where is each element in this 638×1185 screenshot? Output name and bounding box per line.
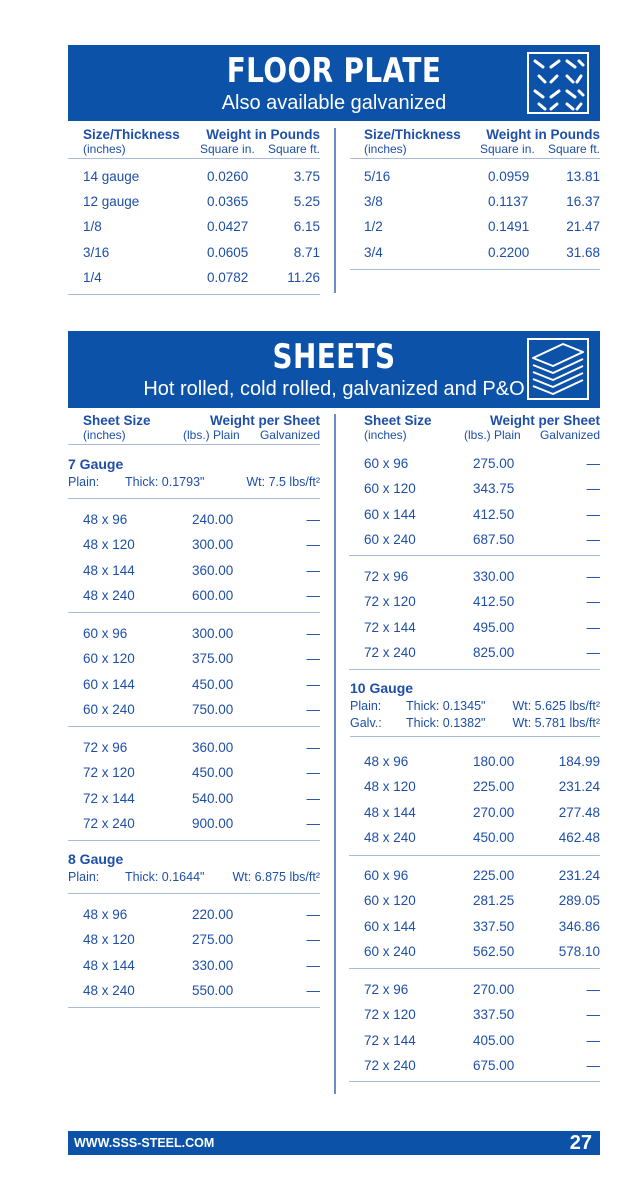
page-footer (68, 1131, 600, 1155)
gauge-10-title: 10 Gauge (350, 680, 414, 696)
gauge-8-title: 8 Gauge (68, 851, 124, 867)
table-row: 60 x 96 225.00 231.24 (364, 868, 600, 883)
floor-plate-subtitle: Also available galvanized (221, 92, 447, 114)
table-row: 48 x 120 275.00 — (83, 932, 320, 948)
table-row: 60 x 120 343.75 — (364, 481, 600, 497)
page-number: 27 (569, 1132, 592, 1154)
table-row: 1/2 0.1491 21.47 (364, 219, 600, 234)
stacked-sheets-icon (527, 338, 589, 400)
table-row: 3/4 0.2200 31.68 (364, 245, 600, 260)
floor-plate-banner (68, 45, 600, 121)
table-row: 3/8 0.1137 16.37 (364, 194, 600, 209)
table-row: 72 x 144 540.00 — (83, 790, 320, 806)
table-row: 14 gauge 0.0260 3.75 (83, 169, 320, 184)
table-row: 72 x 240 900.00 — (83, 815, 320, 831)
table-row: 48 x 144 360.00 — (83, 562, 320, 578)
table-row: 60 x 144 337.50 346.86 (364, 918, 600, 934)
table-row: 1/4 0.0782 11.26 (83, 270, 320, 285)
table-row: 60 x 96 275.00 — (364, 456, 600, 471)
table-row: 72 x 144 405.00 — (364, 1032, 600, 1048)
sheets-title: SHEETS (272, 337, 396, 377)
table-row: 1/8 0.0427 6.15 (83, 219, 320, 234)
table-row: 48 x 144 330.00 — (83, 957, 320, 973)
floor-plate-title: FLOOR PLATE (226, 51, 442, 91)
table-row: 48 x 240 600.00 — (83, 587, 320, 603)
table-row: 5/16 0.0959 13.81 (364, 169, 600, 184)
table-row: 48 x 96 240.00 — (83, 512, 320, 527)
table-row: 60 x 120 281.25 289.05 (364, 893, 600, 909)
table-row: 60 x 144 450.00 — (83, 676, 320, 692)
table-row: 48 x 144 270.00 277.48 (364, 804, 600, 820)
table-row: 48 x 96 220.00 — (83, 907, 320, 922)
table-row: 60 x 144 412.50 — (364, 506, 600, 522)
sheets-banner (68, 331, 600, 408)
table-row: 72 x 120 412.50 — (364, 594, 600, 610)
table-row: 60 x 240 687.50 — (364, 531, 600, 547)
table-row: 48 x 96 180.00 184.99 (364, 754, 600, 769)
table-row: 72 x 96 360.00 — (83, 740, 320, 755)
table-row: 60 x 240 562.50 578.10 (364, 943, 600, 959)
table-row: 48 x 120 300.00 — (83, 537, 320, 553)
table-row: 48 x 240 450.00 462.48 (364, 829, 600, 845)
gauge-7-title: 7 Gauge (68, 456, 124, 472)
table-row: 72 x 96 270.00 — (364, 982, 600, 997)
website-url[interactable]: WWW.SSS-STEEL.COM (74, 1136, 215, 1150)
table-row: 60 x 240 750.00 — (83, 701, 320, 717)
table-row: 3/16 0.0605 8.71 (83, 245, 320, 260)
table-row: 60 x 120 375.00 — (83, 651, 320, 667)
table-row: 72 x 240 825.00 — (364, 644, 600, 660)
table-row: 72 x 144 495.00 — (364, 619, 600, 635)
table-row: 12 gauge 0.0365 5.25 (83, 194, 320, 209)
sheets-subtitle: Hot rolled, cold rolled, galvanized and P&O (143, 378, 525, 400)
table-row: 72 x 120 450.00 — (83, 765, 320, 781)
table-row: 72 x 240 675.00 — (364, 1057, 600, 1073)
table-row: 60 x 96 300.00 — (83, 626, 320, 641)
diamond-plate-icon (527, 52, 589, 114)
table-row: 72 x 96 330.00 — (364, 569, 600, 584)
table-row: 72 x 120 337.50 — (364, 1007, 600, 1023)
table-row: 48 x 120 225.00 231.24 (364, 779, 600, 795)
table-row: 48 x 240 550.00 — (83, 982, 320, 998)
